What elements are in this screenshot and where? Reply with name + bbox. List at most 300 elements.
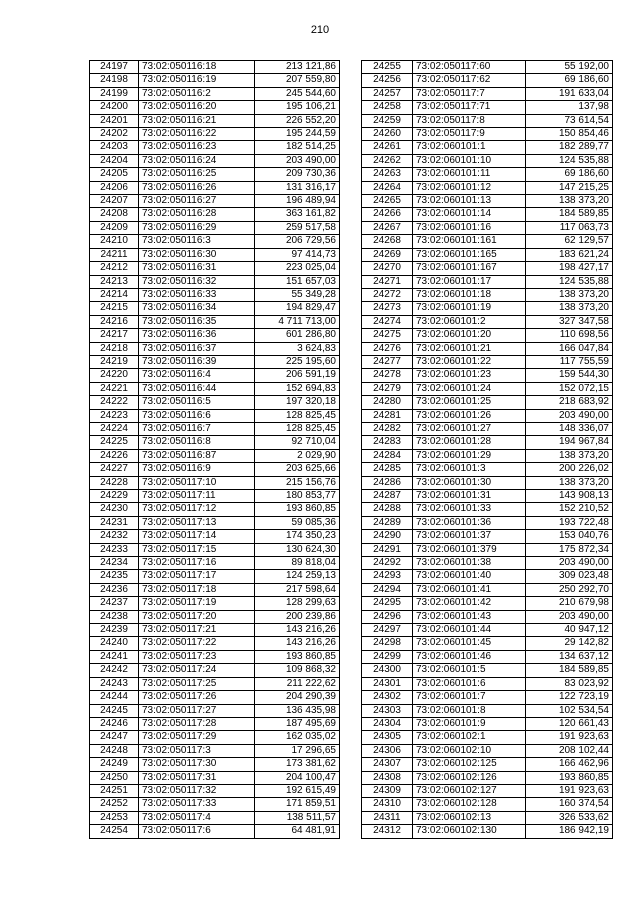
- register-table-right-body: [362, 61, 613, 839]
- row-number-cell: 24278: [362, 369, 413, 382]
- cadastral-value-cell: 117 755,59: [526, 355, 613, 368]
- row-number-cell: 24223: [90, 409, 139, 422]
- cadastral-number-cell: 73:02:060102:1: [413, 731, 526, 744]
- cadastral-value-cell: 89 818,04: [255, 557, 340, 570]
- row-number-cell: 24213: [90, 275, 139, 288]
- cadastral-value-cell: 327 347,58: [526, 315, 613, 328]
- row-number-cell: 24224: [90, 422, 139, 435]
- cadastral-number-cell: 73:02:060101:21: [413, 342, 526, 355]
- table-row: [362, 262, 613, 275]
- cadastral-value-cell: 171 859,51: [255, 798, 340, 811]
- cadastral-number-cell: 73:02:050117:4: [139, 811, 255, 824]
- table-row: [90, 61, 340, 74]
- row-number-cell: 24234: [90, 557, 139, 570]
- table-row: [90, 235, 340, 248]
- row-number-cell: 24304: [362, 717, 413, 730]
- table-row: [90, 248, 340, 261]
- cadastral-number-cell: 73:02:050117:15: [139, 543, 255, 556]
- cadastral-value-cell: 259 517,58: [255, 221, 340, 234]
- table-row: [362, 342, 613, 355]
- cadastral-number-cell: 73:02:050116:19: [139, 74, 255, 87]
- cadastral-value-cell: 143 216,26: [255, 637, 340, 650]
- cadastral-number-cell: 73:02:050117:11: [139, 490, 255, 503]
- cadastral-value-cell: 159 544,30: [526, 369, 613, 382]
- row-number-cell: 24308: [362, 771, 413, 784]
- cadastral-value-cell: 203 490,00: [526, 610, 613, 623]
- row-number-cell: 24238: [90, 610, 139, 623]
- cadastral-number-cell: 73:02:060101:22: [413, 355, 526, 368]
- cadastral-number-cell: 73:02:060101:161: [413, 235, 526, 248]
- cadastral-number-cell: 73:02:050116:34: [139, 302, 255, 315]
- cadastral-number-cell: 73:02:060102:13: [413, 811, 526, 824]
- cadastral-value-cell: 203 625,66: [255, 463, 340, 476]
- cadastral-value-cell: 193 722,48: [526, 516, 613, 529]
- table-row: [362, 557, 613, 570]
- table-row: [90, 449, 340, 462]
- row-number-cell: 24295: [362, 597, 413, 610]
- cadastral-value-cell: 184 589,85: [526, 208, 613, 221]
- cadastral-number-cell: 73:02:060101:2: [413, 315, 526, 328]
- cadastral-number-cell: 73:02:060101:12: [413, 181, 526, 194]
- table-row: [90, 570, 340, 583]
- row-number-cell: 24208: [90, 208, 139, 221]
- row-number-cell: 24269: [362, 248, 413, 261]
- cadastral-number-cell: 73:02:050117:60: [413, 61, 526, 74]
- cadastral-number-cell: 73:02:060101:42: [413, 597, 526, 610]
- cadastral-value-cell: 187 495,69: [255, 717, 340, 730]
- cadastral-number-cell: 73:02:050117:17: [139, 570, 255, 583]
- cadastral-value-cell: 136 435,98: [255, 704, 340, 717]
- cadastral-number-cell: 73:02:060101:44: [413, 624, 526, 637]
- table-row: [362, 490, 613, 503]
- cadastral-value-cell: 29 142,82: [526, 637, 613, 650]
- cadastral-number-cell: 73:02:060101:5: [413, 664, 526, 677]
- cadastral-value-cell: 203 490,00: [526, 409, 613, 422]
- table-row: [362, 476, 613, 489]
- cadastral-number-cell: 73:02:050116:18: [139, 61, 255, 74]
- cadastral-value-cell: 17 296,65: [255, 744, 340, 757]
- cadastral-number-cell: 73:02:060101:23: [413, 369, 526, 382]
- cadastral-number-cell: 73:02:050117:20: [139, 610, 255, 623]
- cadastral-value-cell: 124 535,88: [526, 275, 613, 288]
- cadastral-number-cell: 73:02:060102:127: [413, 784, 526, 797]
- table-row: [90, 101, 340, 114]
- cadastral-number-cell: 73:02:050117:26: [139, 691, 255, 704]
- cadastral-value-cell: 117 063,73: [526, 221, 613, 234]
- table-row: [362, 235, 613, 248]
- table-row: [362, 87, 613, 100]
- cadastral-number-cell: 73:02:060101:17: [413, 275, 526, 288]
- cadastral-value-cell: 211 222,62: [255, 677, 340, 690]
- row-number-cell: 24267: [362, 221, 413, 234]
- row-number-cell: 24246: [90, 717, 139, 730]
- cadastral-number-cell: 73:02:050116:20: [139, 101, 255, 114]
- row-number-cell: 24218: [90, 342, 139, 355]
- row-number-cell: 24284: [362, 449, 413, 462]
- row-number-cell: 24265: [362, 195, 413, 208]
- cadastral-number-cell: 73:02:060101:46: [413, 650, 526, 663]
- row-number-cell: 24230: [90, 503, 139, 516]
- row-number-cell: 24298: [362, 637, 413, 650]
- table-row: [90, 221, 340, 234]
- cadastral-number-cell: 73:02:060101:20: [413, 329, 526, 342]
- row-number-cell: 24306: [362, 744, 413, 757]
- table-row: [90, 74, 340, 87]
- cadastral-value-cell: 191 633,04: [526, 87, 613, 100]
- table-row: [90, 195, 340, 208]
- row-number-cell: 24310: [362, 798, 413, 811]
- cadastral-value-cell: 69 186,60: [526, 168, 613, 181]
- cadastral-number-cell: 73:02:060101:26: [413, 409, 526, 422]
- cadastral-number-cell: 73:02:050117:14: [139, 530, 255, 543]
- row-number-cell: 24286: [362, 476, 413, 489]
- table-row: [362, 677, 613, 690]
- cadastral-number-cell: 73:02:050116:8: [139, 436, 255, 449]
- cadastral-number-cell: 73:02:060101:38: [413, 557, 526, 570]
- cadastral-value-cell: 326 533,62: [526, 811, 613, 824]
- cadastral-number-cell: 73:02:050116:4: [139, 369, 255, 382]
- cadastral-value-cell: 166 047,84: [526, 342, 613, 355]
- cadastral-number-cell: 73:02:050117:3: [139, 744, 255, 757]
- cadastral-value-cell: 137,98: [526, 101, 613, 114]
- cadastral-value-cell: 200 226,02: [526, 463, 613, 476]
- table-row: [90, 557, 340, 570]
- cadastral-value-cell: 208 102,44: [526, 744, 613, 757]
- row-number-cell: 24233: [90, 543, 139, 556]
- cadastral-value-cell: 198 427,17: [526, 262, 613, 275]
- table-row: [362, 141, 613, 154]
- cadastral-number-cell: 73:02:050117:24: [139, 664, 255, 677]
- row-number-cell: 24303: [362, 704, 413, 717]
- cadastral-value-cell: 83 023,92: [526, 677, 613, 690]
- table-row: [90, 342, 340, 355]
- cadastral-value-cell: 138 373,20: [526, 476, 613, 489]
- table-row: [90, 302, 340, 315]
- cadastral-value-cell: 128 299,63: [255, 597, 340, 610]
- table-row: [90, 771, 340, 784]
- cadastral-number-cell: 73:02:050116:39: [139, 355, 255, 368]
- row-number-cell: 24309: [362, 784, 413, 797]
- cadastral-number-cell: 73:02:060101:27: [413, 422, 526, 435]
- table-row: [362, 744, 613, 757]
- row-number-cell: 24270: [362, 262, 413, 275]
- table-row: [362, 811, 613, 824]
- cadastral-number-cell: 73:02:050116:27: [139, 195, 255, 208]
- cadastral-number-cell: 73:02:060101:24: [413, 382, 526, 395]
- cadastral-number-cell: 73:02:060101:379: [413, 543, 526, 556]
- row-number-cell: 24199: [90, 87, 139, 100]
- cadastral-number-cell: 73:02:050117:32: [139, 784, 255, 797]
- cadastral-number-cell: 73:02:060101:165: [413, 248, 526, 261]
- table-row: [90, 141, 340, 154]
- cadastral-value-cell: 193 860,85: [255, 503, 340, 516]
- table-row: [90, 825, 340, 838]
- row-number-cell: 24216: [90, 315, 139, 328]
- row-number-cell: 24260: [362, 128, 413, 141]
- table-row: [362, 771, 613, 784]
- table-row: [90, 87, 340, 100]
- row-number-cell: 24273: [362, 302, 413, 315]
- page-number: 210: [310, 24, 330, 36]
- cadastral-number-cell: 73:02:060101:25: [413, 396, 526, 409]
- cadastral-number-cell: 73:02:050117:18: [139, 583, 255, 596]
- cadastral-number-cell: 73:02:060101:45: [413, 637, 526, 650]
- row-number-cell: 24242: [90, 664, 139, 677]
- cadastral-value-cell: 175 872,34: [526, 543, 613, 556]
- cadastral-number-cell: 73:02:060101:43: [413, 610, 526, 623]
- row-number-cell: 24215: [90, 302, 139, 315]
- table-row: [362, 195, 613, 208]
- row-number-cell: 24300: [362, 664, 413, 677]
- cadastral-value-cell: 152 210,52: [526, 503, 613, 516]
- cadastral-number-cell: 73:02:050117:10: [139, 476, 255, 489]
- cadastral-number-cell: 73:02:060101:28: [413, 436, 526, 449]
- row-number-cell: 24262: [362, 154, 413, 167]
- cadastral-number-cell: 73:02:050116:44: [139, 382, 255, 395]
- cadastral-number-cell: 73:02:050116:26: [139, 181, 255, 194]
- cadastral-value-cell: 180 853,77: [255, 490, 340, 503]
- table-row: [90, 744, 340, 757]
- row-number-cell: 24302: [362, 691, 413, 704]
- cadastral-value-cell: 210 679,98: [526, 597, 613, 610]
- row-number-cell: 24257: [362, 87, 413, 100]
- cadastral-value-cell: 124 535,88: [526, 154, 613, 167]
- cadastral-value-cell: 120 661,43: [526, 717, 613, 730]
- table-row: [90, 731, 340, 744]
- cadastral-number-cell: 73:02:050117:22: [139, 637, 255, 650]
- row-number-cell: 24297: [362, 624, 413, 637]
- cadastral-value-cell: 194 829,47: [255, 302, 340, 315]
- cadastral-number-cell: 73:02:060101:11: [413, 168, 526, 181]
- cadastral-number-cell: 73:02:050116:87: [139, 449, 255, 462]
- row-number-cell: 24274: [362, 315, 413, 328]
- cadastral-number-cell: 73:02:060101:18: [413, 288, 526, 301]
- table-row: [362, 717, 613, 730]
- cadastral-value-cell: 138 373,20: [526, 195, 613, 208]
- table-row: [90, 583, 340, 596]
- row-number-cell: 24301: [362, 677, 413, 690]
- row-number-cell: 24200: [90, 101, 139, 114]
- cadastral-value-cell: 92 710,04: [255, 436, 340, 449]
- row-number-cell: 24221: [90, 382, 139, 395]
- table-row: [90, 811, 340, 824]
- row-number-cell: 24296: [362, 610, 413, 623]
- cadastral-number-cell: 73:02:050117:62: [413, 74, 526, 87]
- cadastral-number-cell: 73:02:050117:71: [413, 101, 526, 114]
- cadastral-number-cell: 73:02:050117:33: [139, 798, 255, 811]
- cadastral-value-cell: 138 373,20: [526, 288, 613, 301]
- row-number-cell: 24249: [90, 758, 139, 771]
- cadastral-value-cell: 143 216,26: [255, 624, 340, 637]
- row-number-cell: 24198: [90, 74, 139, 87]
- cadastral-value-cell: 97 414,73: [255, 248, 340, 261]
- cadastral-number-cell: 73:02:060101:37: [413, 530, 526, 543]
- row-number-cell: 24205: [90, 168, 139, 181]
- cadastral-value-cell: 250 292,70: [526, 583, 613, 596]
- table-row: [362, 449, 613, 462]
- row-number-cell: 24271: [362, 275, 413, 288]
- table-row: [90, 476, 340, 489]
- row-number-cell: 24294: [362, 583, 413, 596]
- cadastral-value-cell: 128 825,45: [255, 409, 340, 422]
- cadastral-value-cell: 59 085,36: [255, 516, 340, 529]
- cadastral-value-cell: 191 923,63: [526, 784, 613, 797]
- table-row: [90, 597, 340, 610]
- row-number-cell: 24201: [90, 114, 139, 127]
- table-row: [362, 637, 613, 650]
- table-row: [362, 221, 613, 234]
- cadastral-value-cell: 40 947,12: [526, 624, 613, 637]
- register-table-right: [361, 60, 613, 839]
- cadastral-number-cell: 73:02:060101:14: [413, 208, 526, 221]
- cadastral-number-cell: 73:02:050116:36: [139, 329, 255, 342]
- table-row: [362, 422, 613, 435]
- row-number-cell: 24219: [90, 355, 139, 368]
- table-row: [362, 731, 613, 744]
- cadastral-value-cell: 309 023,48: [526, 570, 613, 583]
- table-row: [90, 610, 340, 623]
- table-row: [90, 382, 340, 395]
- cadastral-number-cell: 73:02:060101:3: [413, 463, 526, 476]
- cadastral-number-cell: 73:02:060101:29: [413, 449, 526, 462]
- cadastral-value-cell: 69 186,60: [526, 74, 613, 87]
- table-row: [90, 624, 340, 637]
- cadastral-value-cell: 194 967,84: [526, 436, 613, 449]
- table-row: [362, 543, 613, 556]
- cadastral-value-cell: 138 373,20: [526, 302, 613, 315]
- cadastral-number-cell: 73:02:050116:35: [139, 315, 255, 328]
- cadastral-number-cell: 73:02:050117:12: [139, 503, 255, 516]
- cadastral-value-cell: 130 624,30: [255, 543, 340, 556]
- row-number-cell: 24197: [90, 61, 139, 74]
- table-row: [362, 168, 613, 181]
- cadastral-number-cell: 73:02:050116:31: [139, 262, 255, 275]
- table-row: [90, 503, 340, 516]
- row-number-cell: 24251: [90, 784, 139, 797]
- cadastral-value-cell: 206 729,56: [255, 235, 340, 248]
- cadastral-number-cell: 73:02:050116:5: [139, 396, 255, 409]
- row-number-cell: 24307: [362, 758, 413, 771]
- table-row: [362, 248, 613, 261]
- register-table-left-body: [90, 61, 340, 839]
- cadastral-number-cell: 73:02:060101:1: [413, 141, 526, 154]
- table-row: [90, 677, 340, 690]
- table-row: [362, 583, 613, 596]
- cadastral-number-cell: 73:02:050117:16: [139, 557, 255, 570]
- cadastral-value-cell: 225 195,60: [255, 355, 340, 368]
- table-row: [90, 315, 340, 328]
- cadastral-number-cell: 73:02:060101:13: [413, 195, 526, 208]
- cadastral-number-cell: 73:02:060101:7: [413, 691, 526, 704]
- cadastral-value-cell: 182 289,77: [526, 141, 613, 154]
- table-row: [362, 463, 613, 476]
- cadastral-number-cell: 73:02:060102:128: [413, 798, 526, 811]
- row-number-cell: 24253: [90, 811, 139, 824]
- table-row: [90, 798, 340, 811]
- cadastral-number-cell: 73:02:060101:41: [413, 583, 526, 596]
- table-row: [90, 329, 340, 342]
- cadastral-value-cell: 150 854,46: [526, 128, 613, 141]
- row-number-cell: 24236: [90, 583, 139, 596]
- row-number-cell: 24285: [362, 463, 413, 476]
- cadastral-number-cell: 73:02:060101:36: [413, 516, 526, 529]
- row-number-cell: 24212: [90, 262, 139, 275]
- row-number-cell: 24207: [90, 195, 139, 208]
- cadastral-value-cell: 217 598,64: [255, 583, 340, 596]
- cadastral-number-cell: 73:02:060102:10: [413, 744, 526, 757]
- table-row: [362, 650, 613, 663]
- cadastral-value-cell: 73 614,54: [526, 114, 613, 127]
- cadastral-value-cell: 213 121,86: [255, 61, 340, 74]
- cadastral-number-cell: 73:02:050116:28: [139, 208, 255, 221]
- cadastral-value-cell: 55 349,28: [255, 288, 340, 301]
- row-number-cell: 24281: [362, 409, 413, 422]
- cadastral-value-cell: 147 215,25: [526, 181, 613, 194]
- cadastral-value-cell: 193 860,85: [255, 650, 340, 663]
- row-number-cell: 24268: [362, 235, 413, 248]
- table-row: [90, 355, 340, 368]
- table-row: [90, 691, 340, 704]
- table-row: [90, 543, 340, 556]
- cadastral-value-cell: 203 490,00: [526, 557, 613, 570]
- cadastral-value-cell: 55 192,00: [526, 61, 613, 74]
- table-row: [90, 168, 340, 181]
- cadastral-value-cell: 160 374,54: [526, 798, 613, 811]
- cadastral-number-cell: 73:02:050116:7: [139, 422, 255, 435]
- row-number-cell: 24289: [362, 516, 413, 529]
- table-row: [362, 396, 613, 409]
- cadastral-number-cell: 73:02:060101:30: [413, 476, 526, 489]
- row-number-cell: 24231: [90, 516, 139, 529]
- cadastral-value-cell: 4 711 713,00: [255, 315, 340, 328]
- row-number-cell: 24263: [362, 168, 413, 181]
- cadastral-number-cell: 73:02:050116:22: [139, 128, 255, 141]
- row-number-cell: 24252: [90, 798, 139, 811]
- table-row: [90, 128, 340, 141]
- table-row: [90, 516, 340, 529]
- row-number-cell: 24204: [90, 154, 139, 167]
- cadastral-value-cell: 197 320,18: [255, 396, 340, 409]
- cadastral-number-cell: 73:02:060101:40: [413, 570, 526, 583]
- cadastral-value-cell: 62 129,57: [526, 235, 613, 248]
- table-row: [362, 355, 613, 368]
- cadastral-number-cell: 73:02:050116:23: [139, 141, 255, 154]
- cadastral-number-cell: 73:02:060101:19: [413, 302, 526, 315]
- row-number-cell: 24258: [362, 101, 413, 114]
- cadastral-value-cell: 193 860,85: [526, 771, 613, 784]
- cadastral-number-cell: 73:02:050116:33: [139, 288, 255, 301]
- table-row: [362, 288, 613, 301]
- cadastral-number-cell: 73:02:060101:8: [413, 704, 526, 717]
- cadastral-value-cell: 3 624,83: [255, 342, 340, 355]
- row-number-cell: 24312: [362, 825, 413, 838]
- table-row: [362, 154, 613, 167]
- cadastral-value-cell: 122 723,19: [526, 691, 613, 704]
- cadastral-number-cell: 73:02:050117:19: [139, 597, 255, 610]
- cadastral-value-cell: 102 534,54: [526, 704, 613, 717]
- row-number-cell: 24203: [90, 141, 139, 154]
- row-number-cell: 24266: [362, 208, 413, 221]
- row-number-cell: 24292: [362, 557, 413, 570]
- table-row: [90, 758, 340, 771]
- row-number-cell: 24311: [362, 811, 413, 824]
- cadastral-number-cell: 73:02:050116:3: [139, 235, 255, 248]
- row-number-cell: 24277: [362, 355, 413, 368]
- cadastral-value-cell: 601 286,80: [255, 329, 340, 342]
- table-row: [362, 315, 613, 328]
- cadastral-value-cell: 226 552,20: [255, 114, 340, 127]
- table-row: [90, 704, 340, 717]
